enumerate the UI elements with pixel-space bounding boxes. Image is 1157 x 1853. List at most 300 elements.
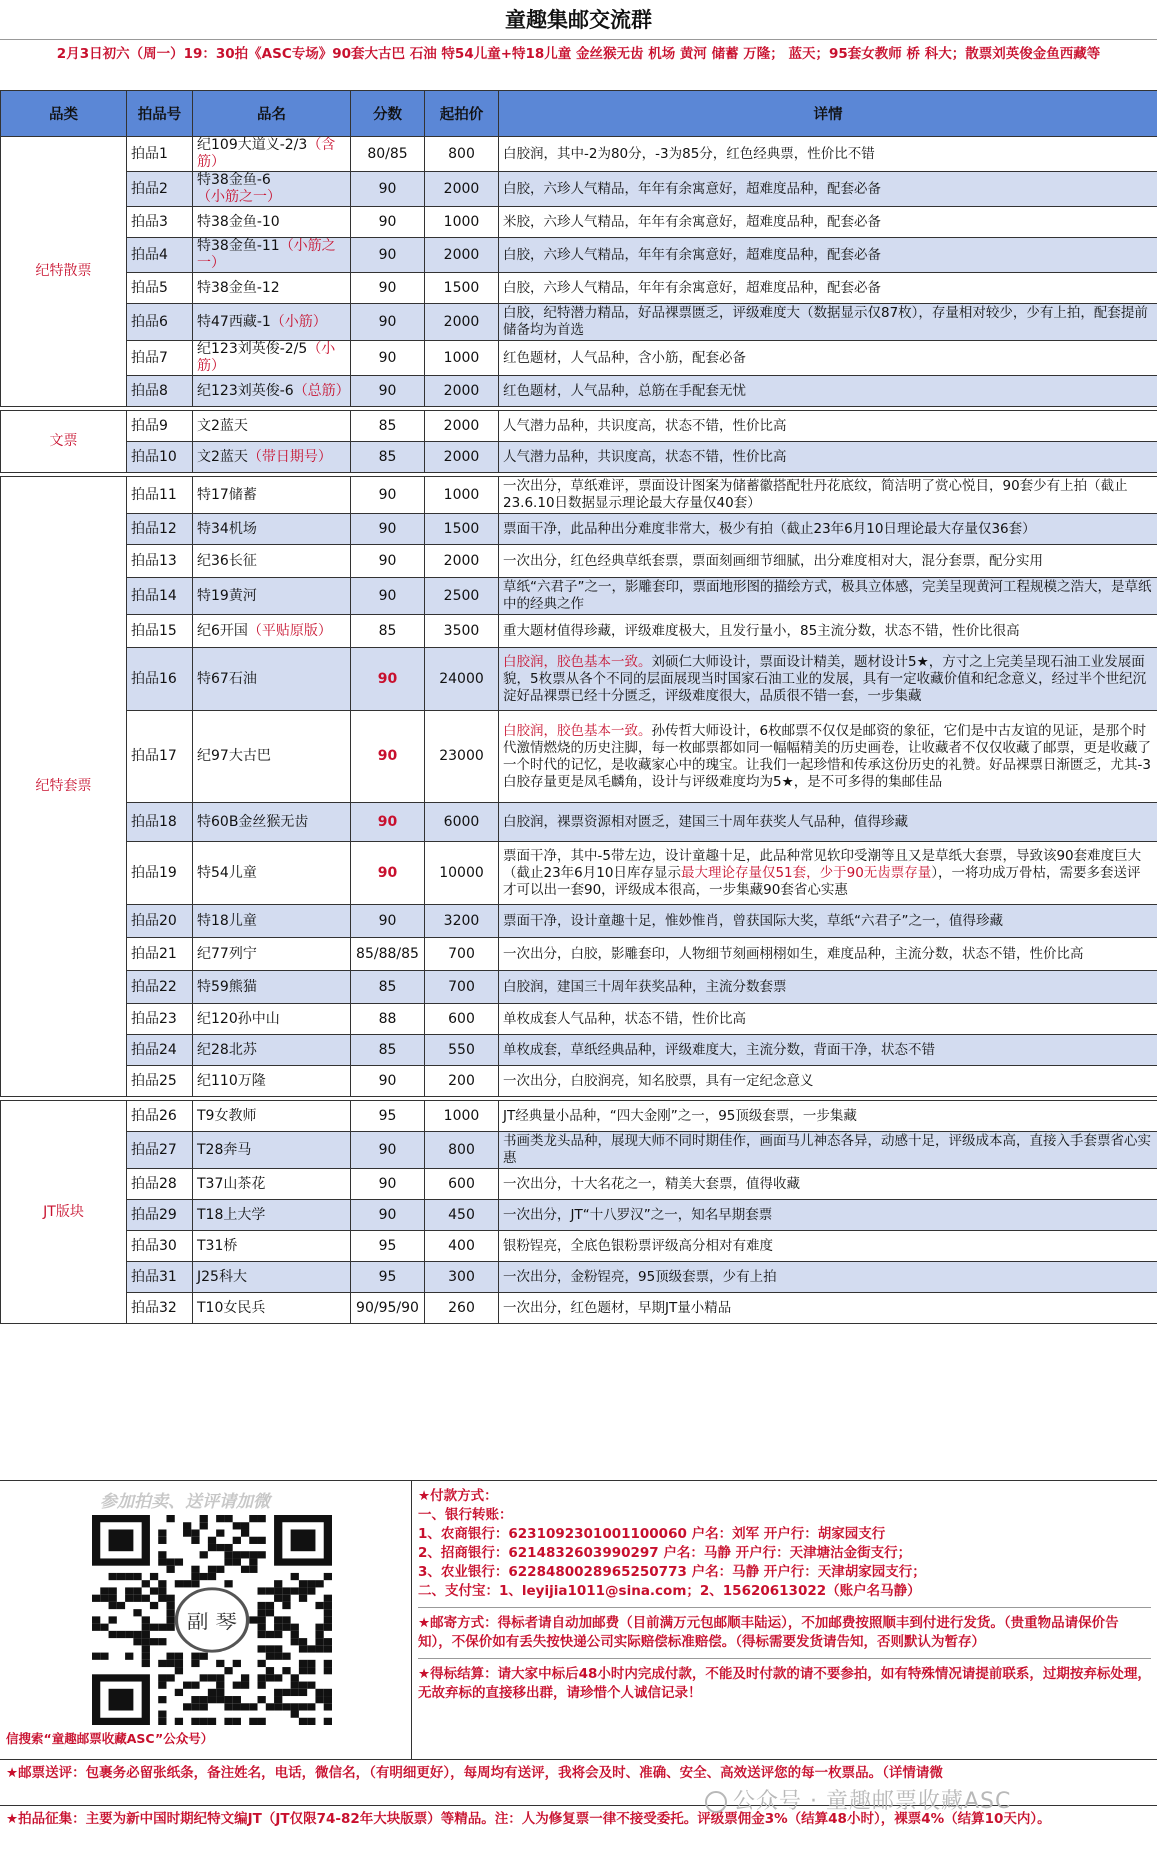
lot-detail [499,172,1157,207]
lot-number: 拍品23 [127,1004,193,1035]
lot-number: 拍品18 [127,803,193,842]
lot-score: 85 [351,1035,425,1066]
lot-name [193,1231,351,1262]
lot-name [193,1293,351,1324]
table-row [1,137,1157,172]
lot-detail [499,514,1157,545]
lot-name [193,842,351,905]
table-row [1,1132,1157,1169]
lot-name [193,545,351,578]
lot-score: 90 [351,905,425,938]
lot-score: 90 [351,1066,425,1097]
lot-name-text: 纪6开国 [197,622,248,639]
lot-name-note: （小筋之一） [197,189,281,205]
lot-start-price: 2000 [425,376,499,407]
lot-number: 拍品7 [127,341,193,376]
lot-name-text: 纪120孙中山 [197,1010,280,1027]
lot-score: 90/95/90 [351,1293,425,1324]
table-row [1,615,1157,648]
lot-name [193,514,351,545]
detail-text: 白胶，六珍人气精品，年年有余寓意好，超难度品种，配套必备 [503,180,881,197]
table-row [1,1169,1157,1200]
detail-text: 白胶，六珍人气精品，年年有余寓意好，超难度品种，配套必备 [503,279,881,296]
lot-name [193,1132,351,1169]
lot-name-text: 特17储蓄 [197,486,257,503]
lot-name [193,1101,351,1132]
payment-alipay: 二、支付宝：1、leyijia1011@sina.com；2、15620613022（账户名马静） [418,1583,921,1599]
lot-number: 拍品9 [127,411,193,442]
lot-name-text: 特38金鱼-11 [197,238,280,254]
table-body [1,137,1157,1324]
lot-name-note: （小筋之一） [197,238,336,271]
lot-name [193,442,351,473]
lot-name-text: 纪36长征 [197,552,257,569]
table-row [1,207,1157,238]
lot-name-note: （平贴原版） [247,622,332,639]
table-row [1,411,1157,442]
table-row [1,648,1157,711]
detail-highlight: 最大理论存量仅51套，少于90无齿票存量 [680,864,932,881]
lot-start-price: 6000 [425,803,499,842]
table-row [1,578,1157,615]
table-row [1,1004,1157,1035]
detail-text: 一次出分，草纸难评，票面设计图案为储蓄徽搭配牡丹花底纹，简洁明了赏心悦目，90套少有上拍（截止23.6.10日数据显示理论最大存量仅40套） [503,478,1128,511]
lot-score: 90 [351,376,425,407]
lot-score: 90 [351,207,425,238]
lot-start-price: 800 [425,137,499,172]
lot-number: 拍品1 [127,137,193,172]
lot-start-price: 1000 [425,341,499,376]
lot-name [193,578,351,615]
lot-score: 90 [351,648,425,711]
detail-text: 银粉锃亮，全底色银粉票评级高分相对有难度 [503,1237,773,1254]
lot-name-note: （小筋） [197,341,336,374]
lot-name-note: （含筋） [197,137,336,170]
lot-name [193,304,351,341]
wechat-official-icon [705,1791,727,1813]
lot-number: 拍品6 [127,304,193,341]
lot-name-text: 特18儿童 [197,912,257,929]
detail-text: 白胶润，其中-2为80分，-3为85分，红色经典票，性价比不错 [503,145,875,162]
lot-start-price: 300 [425,1262,499,1293]
lot-score: 90 [351,1169,425,1200]
lot-name-text: J25科大 [197,1268,247,1285]
table-row [1,803,1157,842]
table-row [1,1262,1157,1293]
lot-score: 85 [351,442,425,473]
lot-number: 拍品32 [127,1293,193,1324]
lot-score: 90 [351,1200,425,1231]
lot-score: 85 [351,615,425,648]
lot-number: 拍品21 [127,938,193,971]
detail-text: 书画类龙头品种，展现大师不同时期佳作，画面马儿神态各异，动感十足，评级成本高，直接入手套票省心实惠 [503,1133,1151,1166]
lot-detail [499,648,1157,711]
lot-name-text: 纪77列宁 [197,945,257,962]
lot-start-price: 700 [425,938,499,971]
category-cell: JT版块 [1,1101,127,1324]
lot-number: 拍品16 [127,648,193,711]
lot-name [193,137,351,172]
lot-name-text: 纪28北苏 [197,1041,257,1058]
lot-name [193,1004,351,1035]
lot-name [193,648,351,711]
table-row [1,442,1157,473]
lot-detail [499,1004,1157,1035]
header-lot: 拍品号 [127,91,193,137]
header-name: 品名 [193,91,351,137]
lot-score: 88 [351,1004,425,1035]
lot-start-price: 10000 [425,842,499,905]
lot-name-text: 特38金鱼-6 [197,172,271,188]
lot-number: 拍品13 [127,545,193,578]
detail-text: 白胶，六珍人气精品，年年有余寓意好，超难度品种，配套必备 [503,246,881,263]
lot-name-text: T28奔马 [197,1141,252,1158]
lot-name [193,238,351,273]
detail-text: 红色题材，人气品种，含小筋，配套必备 [503,349,746,366]
table-row [1,477,1157,514]
settlement-block: ★得标结算：请大家中标后48小时内完成付款，不能及时付款的请不要参拍，如有特殊情况请提前联系，过期按弃标处理，无故弃标的直接移出群，请珍惜个人诚信记录！ [418,1666,1151,1701]
detail-text: 重大题材值得珍藏，评级难度极大，且发行量小，85主流分数，状态不错，性价比很高 [503,622,1020,639]
detail-text: 票面干净，其中-5带左边，设计童趣十足，此品种常见软印受潮等且又是草纸大套票，导致该90套难度巨大（截止23年6月10日库存显示 [503,847,1142,881]
lot-name [193,172,351,207]
lot-name [193,615,351,648]
lot-score: 90 [351,803,425,842]
lot-number: 拍品5 [127,273,193,304]
lot-number: 拍品24 [127,1035,193,1066]
detail-text: 刘硕仁大师设计，票面设计精美，题材设计5★，方寸之上完美呈现石油工业发展面貌，5枚票从各个不同的层面展现当时国家石油工业的发展，具有一定收藏价值和纪念意义，经过半个世纪沉淀好品裸票已经十分匮乏，评级难度很大，品质很不错一套，一步集藏 [503,653,1147,704]
category-cell: 文票 [1,411,127,473]
table-row [1,842,1157,905]
lot-detail [499,905,1157,938]
lot-name [193,1262,351,1293]
lot-score: 90 [351,172,425,207]
detail-text: 孙传哲大师设计，6枚邮票不仅仅是邮资的象征，它们是中古友谊的见证，是那个时代激情燃烧的历史注脚，每一枚邮票都如同一幅幅精美的历史画卷，让收藏者不仅仅收藏了邮票，更是收藏了一个时代的记忆，是收藏家心中的瑰宝。让我们一起珍惜和传承这份历史的礼赞。好品裸票日渐匮乏，尤其-3白胶存量更是凤毛麟角，设计与评级难度均为5★，是不可多得的集邮佳品 [503,722,1151,790]
lot-name [193,1066,351,1097]
detail-tail: ），一将功成万骨枯，需要多套送评才可以出一套90，评级成本很高，一步集藏90套省心实惠 [503,864,1141,898]
lot-start-price: 200 [425,1066,499,1097]
lot-number: 拍品19 [127,842,193,905]
lot-name-text: 特38金鱼-10 [197,213,280,230]
lot-name-text: 特19黄河 [197,587,257,604]
lot-number: 拍品27 [127,1132,193,1169]
lot-start-price: 2000 [425,172,499,207]
detail-text: 白胶，纪特潜力精品，好品裸票匮乏，评级难度大（数据显示仅87枚），存量相对较少，少有上拍，配套提前储备均为首选 [503,305,1148,338]
shipping-block: ★邮寄方式：得标者请自动加邮费（目前满万元包邮顺丰陆运），不加邮费按照顺丰到付进行发货。（贵重物品请保价告知），不保价如有丢失按快递公司实际赔偿标准赔偿。（得标需要发货请告知，否则默认为暂存） [418,1614,1151,1659]
category-cell: 纪特散票 [1,137,127,407]
lot-name-note: （总筋） [293,382,350,399]
lot-name-text: T10女民兵 [197,1299,266,1316]
lot-number: 拍品10 [127,442,193,473]
lot-detail [499,803,1157,842]
lot-name-note: （带日期号） [247,448,332,465]
table-row [1,938,1157,971]
lot-name-text: 特54儿童 [197,864,257,881]
lot-number: 拍品15 [127,615,193,648]
detail-text: JT经典量小品种，“四大金刚”之一，95顶级套票，一步集藏 [503,1107,857,1124]
lot-number: 拍品12 [127,514,193,545]
lot-name-text: T37山茶花 [197,1175,266,1192]
lot-detail [499,442,1157,473]
lot-start-price: 260 [425,1293,499,1324]
table-row [1,238,1157,273]
qr-caption: 参加拍卖、送评请加微 [100,1492,270,1512]
payment-bank-3: 3、农业银行：6228480028965250773 户名：马静 开户行：天津胡家园支行； [418,1564,926,1580]
lot-name [193,711,351,803]
lot-score: 85/88/85 [351,938,425,971]
lot-number: 拍品3 [127,207,193,238]
lot-detail [499,341,1157,376]
lot-name [193,411,351,442]
table-row [1,1066,1157,1097]
header-score: 分数 [351,91,425,137]
lot-number: 拍品29 [127,1200,193,1231]
watermark-text: 公众号 · 童趣邮票收藏ASC [733,1789,1012,1814]
lot-name [193,376,351,407]
payment-block [418,1487,1151,1608]
page-title: 童趣集邮交流群 [0,0,1157,40]
lot-number: 拍品28 [127,1169,193,1200]
lot-score: 90 [351,545,425,578]
table-header-row [1,91,1157,137]
detail-text: 单枚成套人气品种，状态不错，性价比高 [503,1010,746,1027]
detail-text: 白胶润，裸票资源相对匮乏，建国三十周年获奖人气品种，值得珍藏 [503,813,908,830]
lot-start-price: 2000 [425,238,499,273]
lot-detail [499,207,1157,238]
table-row [1,545,1157,578]
table-row [1,376,1157,407]
lot-detail [499,376,1157,407]
lot-score: 85 [351,411,425,442]
lot-start-price: 3500 [425,615,499,648]
qr-code-icon[interactable] [92,1515,332,1725]
lot-start-price: 2000 [425,304,499,341]
lot-start-price: 550 [425,1035,499,1066]
detail-text: 一次出分，红色经典草纸套票，票面刻画细节细腻，出分难度相对大，混分套票，配分实用 [503,552,1043,569]
lot-number: 拍品2 [127,172,193,207]
table-row [1,304,1157,341]
lot-name-text: 特67石油 [197,670,257,687]
lot-number: 拍品31 [127,1262,193,1293]
table-row [1,1101,1157,1132]
lot-detail [499,137,1157,172]
lot-detail [499,1132,1157,1169]
watermark [705,1784,1011,1815]
qr-panel [0,1481,412,1759]
lot-name-text: 特59熊猫 [197,978,257,995]
lot-score: 90 [351,1132,425,1169]
lot-detail [499,304,1157,341]
lot-name [193,1035,351,1066]
lot-start-price: 23000 [425,711,499,803]
lot-score: 90 [351,341,425,376]
lot-name [193,905,351,938]
lot-detail [499,238,1157,273]
lot-start-price: 1000 [425,207,499,238]
lot-name-text: 特60B金丝猴无齿 [197,813,309,830]
lot-name-text: 纪123刘英俊-6 [197,382,294,399]
lot-score: 90 [351,477,425,514]
lot-detail [499,1101,1157,1132]
payment-info [412,1481,1157,1759]
lot-start-price: 2000 [425,411,499,442]
table-row [1,971,1157,1004]
lot-detail [499,1293,1157,1324]
lot-score: 95 [351,1262,425,1293]
lot-name-text: 纪123刘英俊-2/5 [197,341,308,357]
detail-text: 红色题材，人气品种，总筋在手配套无忧 [503,382,746,399]
lot-number: 拍品20 [127,905,193,938]
lot-detail [499,1200,1157,1231]
payment-bank-2: 2、招商银行：6214832603990297 户名：马静 开户行：天津塘沽金街支行； [418,1545,912,1561]
lot-score: 90 [351,273,425,304]
footer-grading: ★邮票送评：包裹务必留张纸条，备注姓名，电话，微信名，（有明细更好），每周均有送评，我将会及时、准确、安全、高效送评您的每一枚票品。（详情请微 [0,1762,1157,1806]
lot-start-price: 800 [425,1132,499,1169]
lot-name-text: T31桥 [197,1237,238,1254]
lot-score: 85 [351,971,425,1004]
lot-score: 90 [351,304,425,341]
lot-name [193,971,351,1004]
lot-number: 拍品26 [127,1101,193,1132]
table-row [1,1035,1157,1066]
detail-text: 票面干净，设计童趣十足，惟妙惟肖，曾获国际大奖，草纸“六君子”之一，值得珍藏 [503,912,1003,929]
lot-score: 90 [351,238,425,273]
lot-detail [499,1231,1157,1262]
lot-detail [499,411,1157,442]
lot-number: 拍品4 [127,238,193,273]
lot-detail [499,1262,1157,1293]
lot-score: 80/85 [351,137,425,172]
footer-consign: ★拍品征集：主要为新中国时期纪特文编JT（JT仅限74-82年大块版票）等精品。注：人为修复票一律不接受委托。评级票佣金3%（结算48小时），裸票4%（结算10天内）。 [6,1811,1051,1827]
lot-start-price: 1000 [425,477,499,514]
header-price: 起拍价 [425,91,499,137]
auction-subtitle: 2月3日初六（周一）19：30拍《ASC专场》90套大古巴 石油 特54儿童+特18儿童 金丝猴无齿 机场 黄河 储蓄 万隆； 蓝天；95套女教师 桥 科大；散票刘英俊金鱼西藏等 [56,46,1101,62]
lot-start-price: 600 [425,1169,499,1200]
lot-name-note: （小筋） [270,313,327,330]
lot-name-text: 文2蓝天 [197,417,248,434]
lot-start-price: 2000 [425,442,499,473]
detail-text: 一次出分，白胶，影雕套印，人物细节刻画栩栩如生，难度品种，主流分数，状态不错，性价比高 [503,945,1084,962]
lot-detail [499,615,1157,648]
detail-text: 人气潜力品种，共识度高，状态不错，性价比高 [503,448,787,465]
detail-text: 草纸“六君子”之一，影雕套印，票面地形图的描绘方式，极具立体感，完美呈现黄河工程规模之浩大，是草纸中的经典之作 [503,579,1152,612]
lot-number: 拍品11 [127,477,193,514]
lot-start-price: 700 [425,971,499,1004]
detail-highlight: 白胶润，胶色基本一致。 [503,653,652,670]
lot-detail [499,842,1157,905]
detail-text: 一次出分，金粉锃亮，95顶级套票，少有上拍 [503,1268,777,1285]
lot-start-price: 450 [425,1200,499,1231]
lot-name-text: T18上大学 [197,1206,266,1223]
payment-title: ★付款方式： [418,1488,498,1504]
lot-start-price: 600 [425,1004,499,1035]
lot-name [193,341,351,376]
lot-score: 90 [351,711,425,803]
lot-name [193,273,351,304]
table-row [1,172,1157,207]
lot-start-price: 24000 [425,648,499,711]
lot-name [193,1169,351,1200]
lot-name-text: 纪109大道义-2/3 [197,137,308,153]
lot-number: 拍品8 [127,376,193,407]
lot-name-text: 特38金鱼-12 [197,279,280,296]
category-cell: 纪特套票 [1,477,127,1097]
header-detail: 详情 [499,91,1157,137]
table-row [1,711,1157,803]
detail-highlight: 白胶润，胶色基本一致。 [503,722,652,739]
lot-detail [499,1169,1157,1200]
lot-detail [499,938,1157,971]
lot-name [193,938,351,971]
detail-text: 米胶，六珍人气精品，年年有余寓意好，超难度品种，配套必备 [503,213,881,230]
lot-number: 拍品22 [127,971,193,1004]
lot-start-price: 3200 [425,905,499,938]
lot-start-price: 2000 [425,545,499,578]
detail-text: 一次出分，红色题材，早期JT量小精品 [503,1299,732,1316]
lot-name-text: 特34机场 [197,520,257,537]
detail-text: 白胶润，建国三十周年获奖品种，主流分数套票 [503,978,787,995]
lot-score: 90 [351,514,425,545]
lot-detail [499,477,1157,514]
detail-text: 票面干净，此品种出分难度非常大，极少有拍（截止23年6月10日理论最大存量仅36套） [503,520,1036,537]
lot-number: 拍品14 [127,578,193,615]
header-category: 品类 [1,91,127,137]
lot-detail [499,273,1157,304]
table-row [1,341,1157,376]
table-row [1,1231,1157,1262]
table-row [1,1293,1157,1324]
lot-name [193,207,351,238]
table-row [1,905,1157,938]
lot-score: 90 [351,842,425,905]
lot-detail [499,711,1157,803]
lot-detail [499,1066,1157,1097]
lot-detail [499,578,1157,615]
detail-text: 一次出分，白胶润亮，知名胶票，具有一定纪念意义 [503,1072,814,1089]
detail-text: 一次出分，JT“十八罗汉”之一，知名早期套票 [503,1206,773,1223]
lot-number: 拍品30 [127,1231,193,1262]
lot-name [193,803,351,842]
detail-text: 人气潜力品种，共识度高，状态不错，性价比高 [503,417,787,434]
table-row [1,514,1157,545]
table-row [1,1200,1157,1231]
lot-name-text: T9女教师 [197,1107,257,1124]
lot-start-price: 1500 [425,514,499,545]
detail-text: 单枚成套，草纸经典品种，评级难度大，主流分数，背面干净，状态不错 [503,1041,935,1058]
lot-score: 95 [351,1231,425,1262]
lot-name [193,477,351,514]
lot-number: 拍品25 [127,1066,193,1097]
lot-detail [499,545,1157,578]
lot-name-text: 纪110万隆 [197,1072,266,1089]
lot-start-price: 1000 [425,1101,499,1132]
lot-detail [499,971,1157,1004]
lot-detail [499,1035,1157,1066]
lot-start-price: 400 [425,1231,499,1262]
lot-start-price: 1500 [425,273,499,304]
lot-name-text: 文2蓝天 [197,448,248,465]
lot-name-text: 纪97大古巴 [197,748,271,764]
auction-table [0,90,1157,1324]
payment-bank-title: 一、银行转账： [418,1507,513,1523]
lot-score: 95 [351,1101,425,1132]
contact-section [0,1480,1157,1760]
qr-note: 信搜索“童趣邮票收藏ASC”公众号） [6,1731,214,1746]
detail-text: 一次出分，十大名花之一，精美大套票，值得收藏 [503,1175,800,1192]
table-row [1,273,1157,304]
lot-start-price: 2500 [425,578,499,615]
lot-name [193,1200,351,1231]
payment-bank-1: 1、农商银行：6231092301001100060 户名：刘军 开户行：胡家园支行 [418,1526,886,1542]
